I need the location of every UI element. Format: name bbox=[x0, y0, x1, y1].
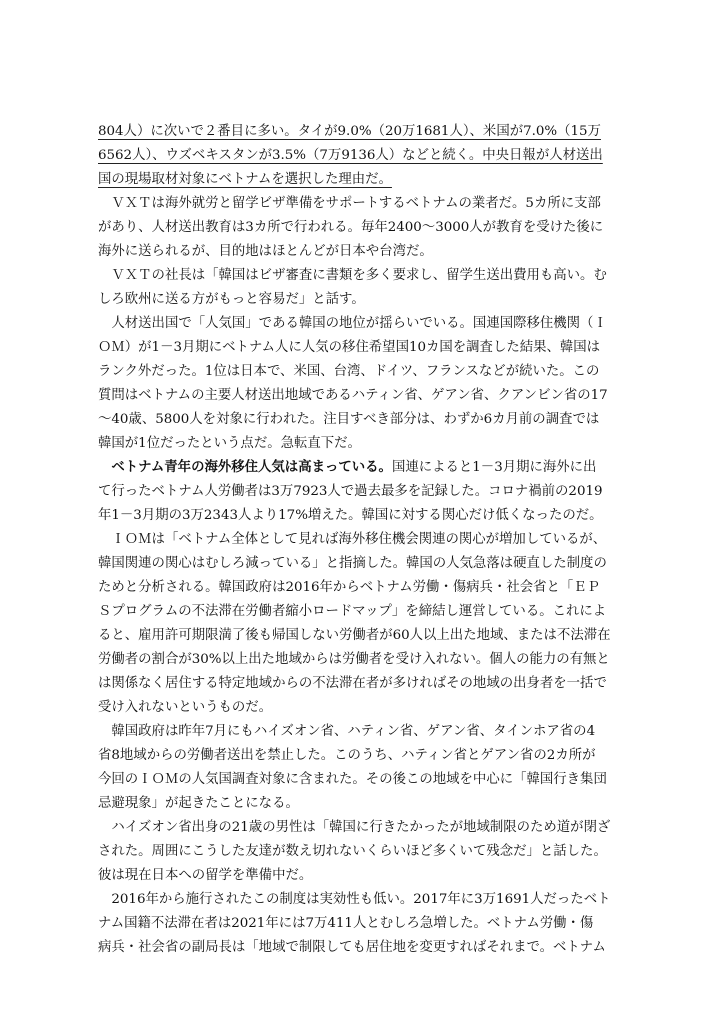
text-line bbox=[98, 432, 633, 456]
text-line bbox=[98, 696, 633, 720]
text-segment: された。周囲にこうした友達が数え切れないくらいほど多くいて残念だ」と話した。 bbox=[98, 844, 607, 859]
text-line bbox=[98, 288, 633, 312]
text-line bbox=[98, 552, 633, 576]
text-segment: ランク外だった。1位は日本で、米国、台湾、ドイツ、フランスなどが続いた。この bbox=[98, 364, 600, 379]
text-segment: ～40歳、5800人を対象に行われた。注目すべき部分は、わずか6カ月前の調査では bbox=[98, 412, 600, 427]
text-segment: 病兵・社会省の副局長は「地域で制限しても居住地を変更すればそれまで。ベトナム bbox=[98, 940, 606, 955]
text-segment: 国連によると1－3月期に海外に出 bbox=[391, 460, 597, 475]
text-segment: 労働者の割合が30%以上出た地域からは労働者を受け入れない。個人の能力の有無と bbox=[98, 652, 610, 667]
text-line bbox=[98, 168, 633, 192]
text-segment: 質問はベトナムの主要人材送出地域であるハティン省、ゲアン省、クアンビン省の17 bbox=[98, 388, 608, 403]
text-segment: ナム国籍不法滞在者は2021年には7万411人とむしろ急増した。ベトナム労働・傷 bbox=[98, 916, 594, 931]
article-body bbox=[98, 120, 633, 960]
text-line bbox=[98, 792, 633, 816]
bold-text-segment: ベトナム青年の海外移住人気は高まっている。 bbox=[98, 460, 392, 475]
text-line bbox=[98, 720, 633, 744]
text-line bbox=[98, 600, 633, 624]
text-line bbox=[98, 624, 633, 648]
text-line bbox=[98, 144, 633, 168]
text-line bbox=[98, 744, 633, 768]
text-segment: 今回のＩＯＭの人気国調査対象に含まれた。その後この地域を中心に「韓国行き集団 bbox=[98, 772, 607, 787]
text-line bbox=[98, 528, 633, 552]
text-segment: て行ったベトナム人労働者は3万7923人で過去最多を記録した。コロナ禍前の2019 bbox=[98, 484, 603, 499]
text-segment: ＶＸＴの社長は「韓国はビザ審査に書類を多く要求し、留学生送出費用も高い。む bbox=[98, 268, 607, 283]
text-segment: ＶＸＴは海外就労と留学ビザ準備をサポートするベトナムの業者だ。5カ所に支部 bbox=[98, 196, 601, 211]
text-line bbox=[98, 240, 633, 264]
text-line bbox=[98, 864, 633, 888]
text-line bbox=[98, 120, 633, 144]
text-line bbox=[98, 360, 633, 384]
text-line bbox=[98, 768, 633, 792]
text-segment: 省8地域からの労働者送出を禁止した。このうち、ハティン省とゲアン省の2カ所が bbox=[98, 748, 596, 763]
text-segment: 海外に送られるが、目的地はほとんどが日本や台湾だ。 bbox=[98, 244, 433, 259]
text-line bbox=[98, 912, 633, 936]
text-line bbox=[98, 264, 633, 288]
text-segment: 2016年から施行されたこの制度は実効性も低い。2017年に3万1691人だったベト bbox=[98, 892, 611, 907]
text-line bbox=[98, 672, 633, 696]
text-segment: ると、雇用許可期限満了後も帰国しない労働者が60人以上出た地域、または不法滞在 bbox=[98, 628, 611, 643]
text-segment: は関係なく居住する特定地域からの不法滞在者が多ければその地域の出身者を一括で bbox=[98, 676, 607, 691]
text-line bbox=[98, 840, 633, 864]
text-line bbox=[98, 408, 633, 432]
text-line bbox=[98, 936, 633, 960]
text-segment: 受け入れないというものだ。 bbox=[98, 700, 273, 715]
text-line bbox=[98, 576, 633, 600]
text-line bbox=[98, 192, 633, 216]
text-segment: 彼は現在日本への留学を準備中だ。 bbox=[98, 868, 313, 883]
text-line bbox=[98, 648, 633, 672]
text-segment: 韓国関連の関心はむしろ減っている」と指摘した。韓国の人気急落は硬直した制度の bbox=[98, 556, 607, 571]
text-line bbox=[98, 216, 633, 240]
text-segment: ＩＯＭは「ベトナム全体として見れば海外移住機会関連の関心が増加しているが、 bbox=[98, 532, 607, 547]
text-segment: ハイズオン省出身の21歳の男性は「韓国に行きたかったが地域制限のため道が閉ざ bbox=[98, 820, 611, 835]
text-segment: Ｓプログラムの不法滞在労働者縮小ロードマップ」を締結し運営している。これによ bbox=[98, 604, 607, 619]
text-segment: ＯＭ）が1－3月期にベトナム人に人気の移住希望国10カ国を調査した結果、韓国は bbox=[98, 340, 601, 355]
text-segment: 韓国政府は昨年7月にもハイズオン省、ハティン省、ゲアン省、タインホア省の4 bbox=[98, 724, 596, 739]
text-line bbox=[98, 336, 633, 360]
text-segment: 韓国が1位だったという点だ。急転直下だ。 bbox=[98, 436, 361, 451]
text-line bbox=[98, 384, 633, 408]
text-line bbox=[98, 456, 633, 480]
text-line bbox=[98, 312, 633, 336]
text-line bbox=[98, 504, 633, 528]
text-line bbox=[98, 480, 633, 504]
text-segment: ためと分析される。韓国政府は2016年からベトナム労働・傷病兵・社会省と「ＥＰ bbox=[98, 580, 601, 595]
underlined-text-segment: 国の現場取材対象にベトナムを選択した理由だ。 bbox=[98, 172, 392, 187]
text-segment: 忌避現象」が起きたことになる。 bbox=[98, 796, 299, 811]
text-line bbox=[98, 816, 633, 840]
text-segment: があり、人材送出教育は3カ所で行われる。毎年2400～3000人が教育を受けた後に bbox=[98, 220, 604, 235]
text-segment: 人材送出国で「人気国」である韓国の地位が揺らいでいる。国連国際移住機関（Ｉ bbox=[98, 316, 607, 331]
text-line bbox=[98, 888, 633, 912]
text-segment: しろ欧州に送る方がもっと容易だ」と話す。 bbox=[98, 292, 365, 307]
underlined-text-segment: 804人）に次いで２番目に多い。タイが9.0%（20万1681人）、米国が7.0%（15万 bbox=[98, 124, 601, 139]
text-segment: 年1－3月期の3万2343人より17%増えた。韓国に対する関心だけ低くなったのだ。 bbox=[98, 508, 603, 523]
underlined-text-segment: 6562人）、ウズベキスタンが3.5%（7万9136人）などと続く。中央日報が人材送出 bbox=[98, 148, 603, 163]
